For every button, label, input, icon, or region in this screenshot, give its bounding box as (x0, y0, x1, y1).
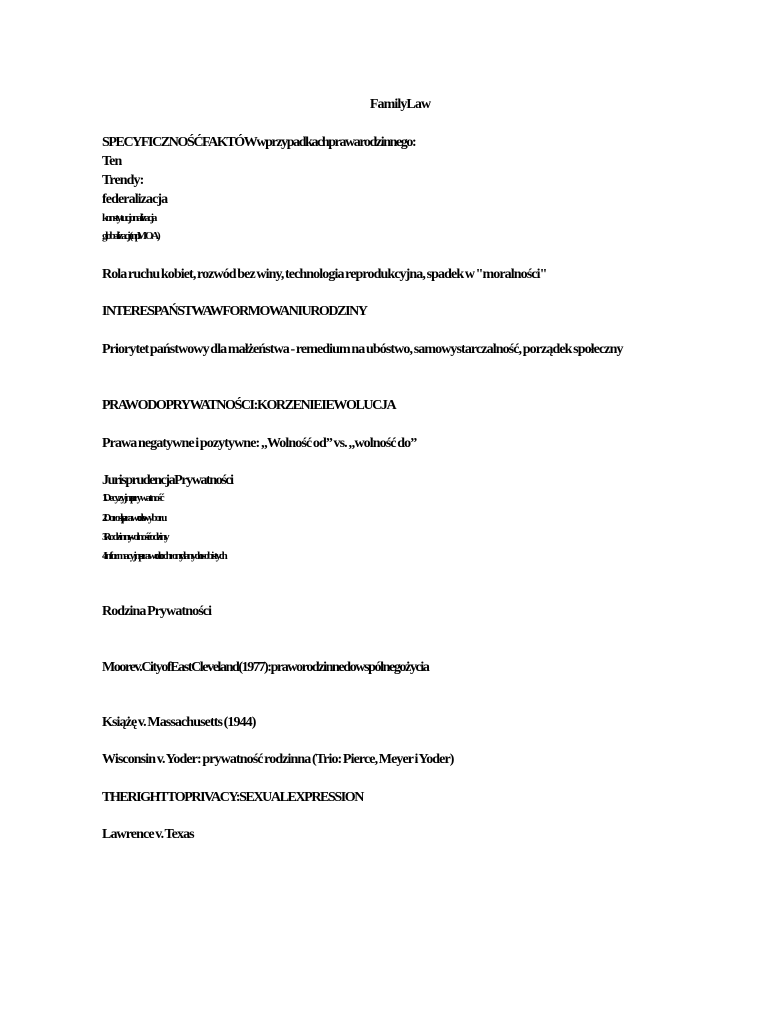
case-line: Moorev.CityofEastCleveland(1977):prawo rodzinne do wspólnego życia (102, 660, 429, 675)
section-heading-sexual-expression: THERIGHTTOPRIVACY:SEXUALEXPRESSION (102, 790, 364, 805)
list-item: 2. Dorosły - prawo do wyboru (102, 512, 166, 524)
text-line: konstytucjonalizacja (102, 212, 156, 224)
section-heading-state-interest: INTERESPAŃSTWAWFORMOWANIURODZINY (102, 304, 367, 319)
subheading-privacy-jurisprudence: JurisprudencjaPrywatności (102, 473, 233, 488)
case-line: Lawrence v. Texas (102, 827, 194, 842)
text-line: Trendy: (102, 173, 144, 188)
document-title: FamilyLaw (369, 97, 431, 112)
text-line: Ten (102, 154, 122, 169)
case-line: Wisconsin v. Yoder: prywatność rodzinna (Trio: Pierce, Meyer i Yoder) (102, 752, 454, 767)
list-item: 4. Informacyjna - prawo do ochrony danych osobistych (102, 550, 226, 562)
paragraph-line: Prawa negatywne i pozytywne: „Wolność od” vs. „wolność do” (102, 436, 417, 451)
list-item: 3. Rodzinny - wolność rodziny (102, 531, 168, 543)
text-line: globalizacja (np. MOA) (102, 230, 159, 242)
paragraph-line: Priorytet państwowy dla małżeństwa - remedium na ubóstwo, samowystarczalność, porządek społeczny (102, 342, 623, 357)
case-line: Książę v. Massachusetts (1944) (102, 715, 256, 730)
paragraph-line: Rola ruchu kobiet, rozwód bez winy, technologia reprodukcyjna, spadek w "moralności" (102, 267, 547, 282)
list-item: 1. Decyzyjna prywatność (102, 492, 163, 504)
subheading-family-privacy: Rodzina Prywatności (102, 604, 212, 619)
section-heading-right-to-privacy: PRAWO DO PRYWATNOŚCI: KORZENIE I EWOLUCJA (102, 398, 396, 413)
text-line: federalizacja (102, 192, 168, 207)
section-heading-specificity: SPECYFICZNOŚĆFAKTÓWwprzypadkachprawarodzinnego: (102, 135, 416, 150)
